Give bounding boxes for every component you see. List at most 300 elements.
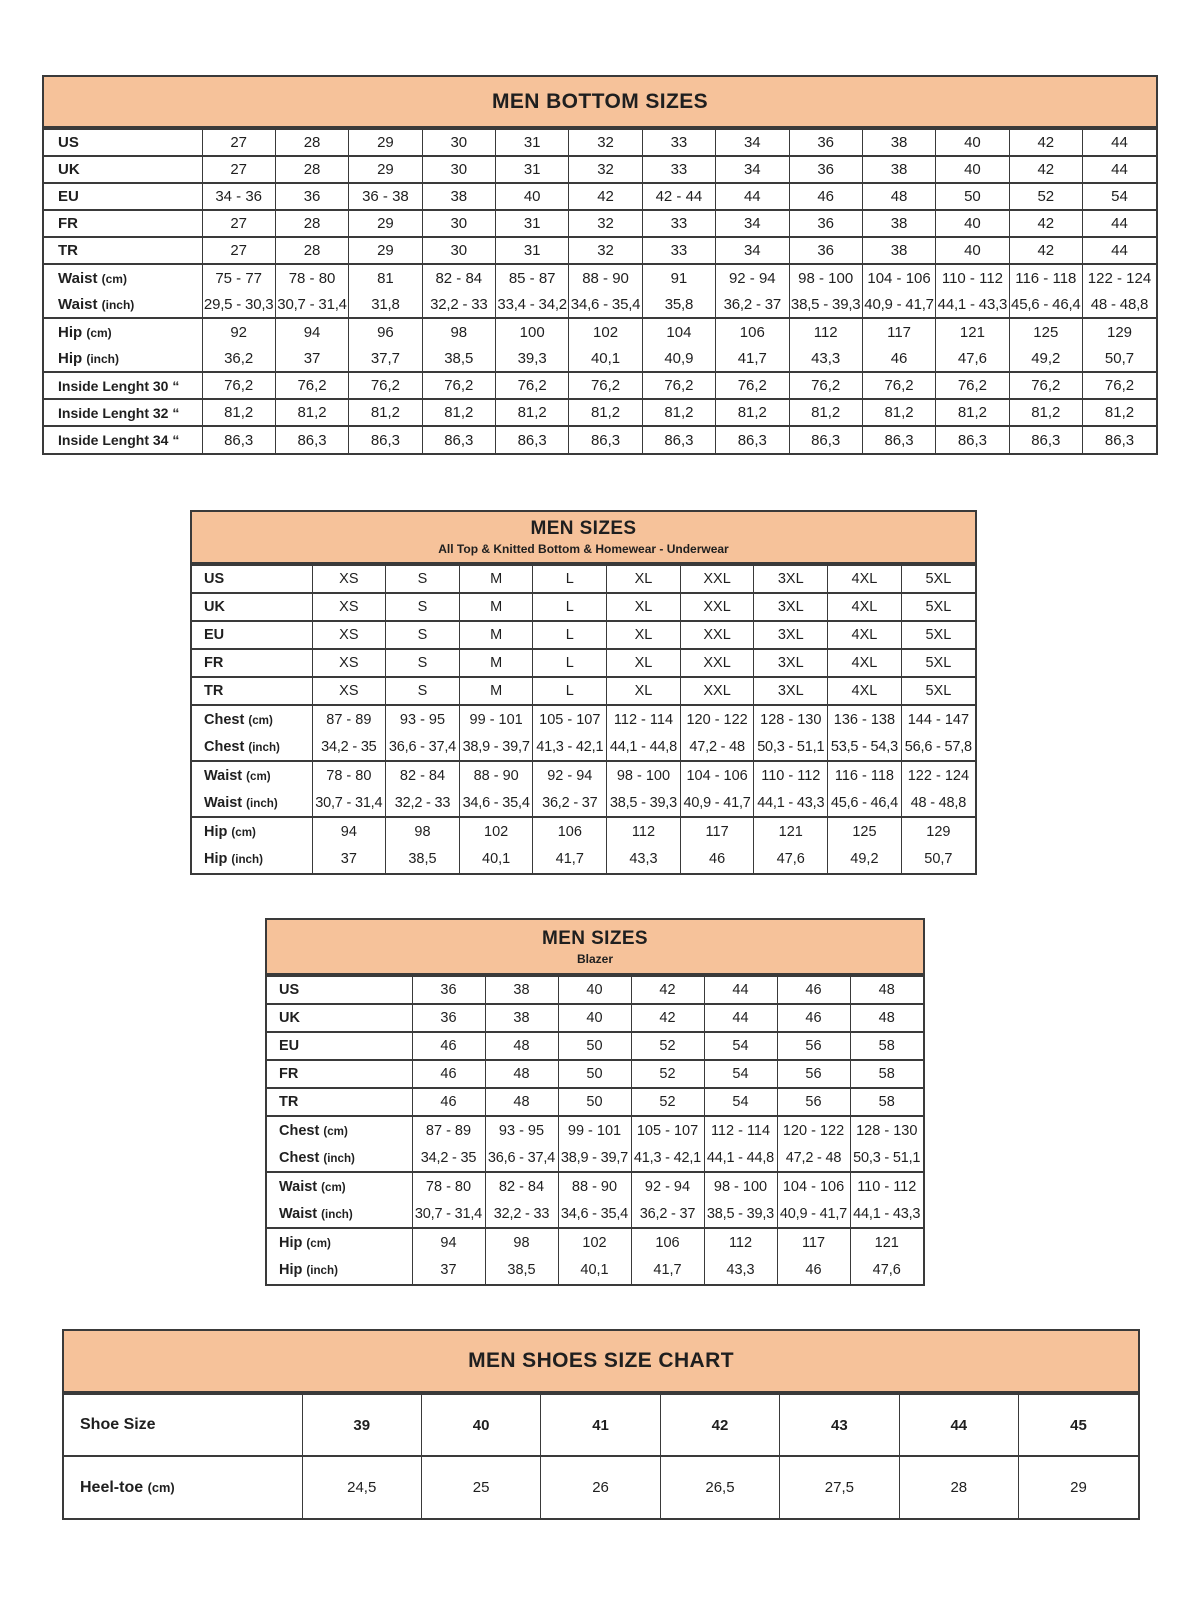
size-cell: 34: [716, 237, 789, 264]
size-cell: 52: [631, 1032, 704, 1060]
men-sizes-tops-grid: [192, 564, 975, 873]
size-cell: 43,3: [607, 845, 681, 873]
size-cell: 99 - 101: [459, 705, 533, 733]
size-cell: 50: [558, 1032, 631, 1060]
size-cell: 44,1 - 44,8: [607, 733, 681, 761]
size-cell: 4XL: [828, 621, 902, 649]
row-label-text: EU: [204, 627, 225, 643]
size-cell: 76,2: [789, 372, 862, 399]
size-cell: 34: [716, 210, 789, 237]
row-label: [267, 1256, 412, 1284]
size-cell: 86,3: [422, 426, 495, 453]
size-cell: 44,1 - 43,3: [754, 789, 828, 817]
size-cell: 92 - 94: [631, 1172, 704, 1200]
size-cell: 42: [1009, 156, 1082, 183]
size-cell: 36,2 - 37: [631, 1200, 704, 1228]
row-label-unit: (cm): [231, 825, 256, 839]
size-cell: 5XL: [901, 649, 975, 677]
size-cell: M: [459, 649, 533, 677]
table-row: [267, 976, 923, 1004]
size-cell: 34: [716, 129, 789, 156]
size-cell: 105 - 107: [533, 705, 607, 733]
table-row: [267, 1004, 923, 1032]
size-cell: 28: [275, 210, 348, 237]
row-label: [267, 1228, 412, 1256]
size-cell: 48 - 48,8: [901, 789, 975, 817]
table-body: [192, 564, 975, 873]
size-cell: XL: [607, 565, 681, 593]
size-cell: 46: [777, 1004, 850, 1032]
table-row: [267, 1144, 923, 1172]
row-label-unit: (cm): [306, 1236, 331, 1250]
size-cell: 50: [558, 1088, 631, 1116]
size-cell: 38,9 - 39,7: [558, 1144, 631, 1172]
row-label-text: Inside Lenght 30 “: [58, 377, 180, 394]
row-label-text: Waist: [279, 1178, 318, 1195]
table-row: [267, 1228, 923, 1256]
row-label: [44, 345, 202, 372]
table-row: [44, 399, 1156, 426]
size-cell: 46: [777, 976, 850, 1004]
size-cell: 36: [412, 976, 485, 1004]
size-cell: M: [459, 677, 533, 705]
size-cell: 46: [412, 1032, 485, 1060]
size-cell: XL: [607, 649, 681, 677]
size-cell: 39,3: [496, 345, 569, 372]
row-label-unit: (inch): [321, 1207, 353, 1221]
size-cell: 40: [558, 976, 631, 1004]
row-label-text: UK: [204, 599, 225, 615]
row-label: [44, 318, 202, 345]
table-row: [44, 156, 1156, 183]
size-cell: 92 - 94: [716, 264, 789, 291]
table-body: [64, 1393, 1138, 1518]
row-label: [192, 593, 312, 621]
size-cell: 31,8: [349, 291, 422, 318]
size-cell: L: [533, 621, 607, 649]
size-cell: 46: [777, 1256, 850, 1284]
size-cell: 5XL: [901, 565, 975, 593]
size-cell: 4XL: [828, 677, 902, 705]
size-cell: 38: [862, 129, 935, 156]
table-row: [192, 817, 975, 845]
size-cell: 47,2 - 48: [680, 733, 754, 761]
size-cell: 34,6 - 35,4: [459, 789, 533, 817]
size-cell: 46: [412, 1060, 485, 1088]
row-label-text: FR: [279, 1066, 299, 1082]
size-cell: 100: [496, 318, 569, 345]
size-cell: 39: [302, 1394, 421, 1456]
size-cell: 122 - 124: [901, 761, 975, 789]
size-cell: 34,6 - 35,4: [558, 1200, 631, 1228]
size-cell: 102: [558, 1228, 631, 1256]
size-cell: 36: [275, 183, 348, 210]
size-cell: 40: [558, 1004, 631, 1032]
row-label: [192, 761, 312, 789]
row-label-text: Chest: [279, 1149, 320, 1166]
size-cell: 31: [496, 237, 569, 264]
size-cell: 144 - 147: [901, 705, 975, 733]
row-label-unit: (inch): [306, 1264, 338, 1277]
size-cell: 40: [936, 210, 1009, 237]
row-label: [267, 976, 412, 1004]
row-label-text: Hip: [204, 851, 228, 867]
size-cell: 76,2: [862, 372, 935, 399]
row-label: [64, 1394, 302, 1456]
size-cell: 40,9: [642, 345, 715, 372]
size-cell: 36 - 38: [349, 183, 422, 210]
row-label: [267, 1144, 412, 1172]
size-cell: 34,2 - 35: [412, 1144, 485, 1172]
size-cell: 129: [901, 817, 975, 845]
size-cell: 98 - 100: [789, 264, 862, 291]
table-header: [267, 920, 923, 975]
row-label-text: Hip: [204, 823, 228, 840]
men-shoes-table: [62, 1329, 1140, 1520]
size-cell: 3XL: [754, 649, 828, 677]
table-row: [44, 426, 1156, 453]
size-cell: 76,2: [275, 372, 348, 399]
row-label: [267, 1088, 412, 1116]
size-cell: 81,2: [569, 399, 642, 426]
row-label-unit: (cm): [246, 769, 271, 783]
size-cell: 40,1: [569, 345, 642, 372]
size-cell: 30,7 - 31,4: [312, 789, 386, 817]
size-cell: 88 - 90: [558, 1172, 631, 1200]
size-cell: 38,5 - 39,3: [607, 789, 681, 817]
size-cell: 93 - 95: [386, 705, 460, 733]
size-cell: 86,3: [716, 426, 789, 453]
row-label-unit: (cm): [321, 1180, 346, 1194]
size-cell: 106: [533, 817, 607, 845]
size-cell: 94: [312, 817, 386, 845]
size-cell: 85 - 87: [496, 264, 569, 291]
size-cell: 40,1: [558, 1256, 631, 1284]
table-row: [192, 705, 975, 733]
size-cell: XL: [607, 593, 681, 621]
row-label-unit: (inch): [323, 1151, 355, 1165]
size-cell: 40: [936, 129, 1009, 156]
row-label: [44, 264, 202, 291]
size-cell: 102: [569, 318, 642, 345]
size-cell: 112 - 114: [704, 1116, 777, 1144]
size-cell: 30: [422, 237, 495, 264]
size-cell: 29,5 - 30,3: [202, 291, 275, 318]
size-cell: 30,7 - 31,4: [412, 1200, 485, 1228]
size-cell: 43: [780, 1394, 899, 1456]
row-label-text: Hip: [279, 1262, 303, 1278]
size-cell: 128 - 130: [754, 705, 828, 733]
size-cell: 44: [704, 1004, 777, 1032]
row-label: [44, 426, 202, 453]
table-row: [44, 291, 1156, 318]
size-cell: 45: [1019, 1394, 1138, 1456]
men-sizes-blazer-grid: [267, 975, 923, 1284]
table-row: [267, 1060, 923, 1088]
size-cell: 86,3: [1009, 426, 1082, 453]
size-cell: 32: [569, 237, 642, 264]
size-cell: 86,3: [202, 426, 275, 453]
men-sizes-blazer-table: [265, 918, 925, 1286]
row-label: [192, 733, 312, 761]
size-cell: 44: [1083, 237, 1157, 264]
table-row: [44, 183, 1156, 210]
size-cell: 76,2: [349, 372, 422, 399]
size-cell: 81,2: [789, 399, 862, 426]
table-title: MEN SIZES: [530, 518, 637, 539]
size-cell: 54: [704, 1088, 777, 1116]
size-cell: 76,2: [1009, 372, 1082, 399]
row-label-unit: (inch): [101, 297, 135, 312]
table-body: [267, 975, 923, 1284]
size-cell: 116 - 118: [828, 761, 902, 789]
size-cell: 104 - 106: [680, 761, 754, 789]
size-cell: 44: [716, 183, 789, 210]
row-label-text: FR: [58, 215, 78, 232]
size-cell: 121: [936, 318, 1009, 345]
row-label-unit: (cm): [101, 271, 127, 286]
size-cell: 36,6 - 37,4: [485, 1144, 558, 1172]
size-cell: 38: [422, 183, 495, 210]
size-cell: 44,1 - 43,3: [936, 291, 1009, 318]
row-label-text: TR: [58, 242, 78, 259]
table-row: [192, 761, 975, 789]
size-cell: 40: [421, 1394, 540, 1456]
row-label-text: Hip: [279, 1234, 303, 1251]
size-cell: 40,9 - 41,7: [862, 291, 935, 318]
size-cell: 76,2: [936, 372, 1009, 399]
size-cell: 38,5 - 39,3: [704, 1200, 777, 1228]
size-cell: 33: [642, 156, 715, 183]
size-cell: 45,6 - 46,4: [1009, 291, 1082, 318]
size-cell: S: [386, 621, 460, 649]
size-cell: 87 - 89: [412, 1116, 485, 1144]
size-cell: 120 - 122: [777, 1116, 850, 1144]
size-cell: 40: [496, 183, 569, 210]
table-row: [44, 264, 1156, 291]
size-cell: 99 - 101: [558, 1116, 631, 1144]
row-label: [44, 237, 202, 264]
row-label-unit: (cm): [86, 325, 112, 340]
size-cell: 38: [862, 237, 935, 264]
table-row: [192, 789, 975, 817]
size-cell: 52: [1009, 183, 1082, 210]
size-cell: 93 - 95: [485, 1116, 558, 1144]
size-cell: 112: [607, 817, 681, 845]
size-cell: M: [459, 593, 533, 621]
size-cell: L: [533, 593, 607, 621]
size-cell: 121: [754, 817, 828, 845]
size-cell: 47,6: [754, 845, 828, 873]
size-cell: 110 - 112: [850, 1172, 923, 1200]
size-cell: 88 - 90: [459, 761, 533, 789]
size-cell: 33: [642, 237, 715, 264]
size-cell: 96: [349, 318, 422, 345]
row-label-text: US: [279, 982, 300, 998]
size-cell: 27: [202, 156, 275, 183]
size-cell: 25: [421, 1456, 540, 1518]
size-cell: 38: [485, 976, 558, 1004]
row-label-text: Hip: [58, 349, 83, 367]
size-cell: 30: [422, 129, 495, 156]
size-cell: 98: [485, 1228, 558, 1256]
row-label-text: Chest: [204, 738, 245, 755]
size-cell: 106: [716, 318, 789, 345]
size-cell: 44: [704, 976, 777, 1004]
size-cell: 32,2 - 33: [485, 1200, 558, 1228]
size-cell: 116 - 118: [1009, 264, 1082, 291]
size-cell: 41,7: [631, 1256, 704, 1284]
size-cell: 35,8: [642, 291, 715, 318]
size-cell: 36: [789, 210, 862, 237]
size-cell: 32,2 - 33: [422, 291, 495, 318]
size-cell: 50: [936, 183, 1009, 210]
size-cell: S: [386, 593, 460, 621]
size-cell: 42: [631, 976, 704, 1004]
size-cell: 40,9 - 41,7: [777, 1200, 850, 1228]
size-cell: 91: [642, 264, 715, 291]
size-cell: 44: [1083, 156, 1157, 183]
size-cell: 81,2: [349, 399, 422, 426]
size-cell: 78 - 80: [275, 264, 348, 291]
size-cell: 28: [275, 237, 348, 264]
size-cell: XXL: [680, 621, 754, 649]
size-cell: 88 - 90: [569, 264, 642, 291]
size-cell: 46: [412, 1088, 485, 1116]
size-cell: 87 - 89: [312, 705, 386, 733]
size-cell: 41,7: [533, 845, 607, 873]
size-cell: 105 - 107: [631, 1116, 704, 1144]
size-cell: 86,3: [789, 426, 862, 453]
table-row: [44, 129, 1156, 156]
size-cell: 32: [569, 156, 642, 183]
men-shoes-size-chart-grid: [64, 1393, 1138, 1518]
row-label-text: Chest: [279, 1122, 320, 1139]
size-cell: 31: [496, 129, 569, 156]
size-cell: 29: [349, 129, 422, 156]
size-cell: 112: [789, 318, 862, 345]
size-cell: 42 - 44: [642, 183, 715, 210]
table-row: [192, 845, 975, 873]
size-cell: 29: [349, 210, 422, 237]
table-row: [64, 1394, 1138, 1456]
men-sizes-tops-table: [190, 510, 977, 875]
row-label-unit: (inch): [246, 796, 278, 810]
men-bottom-sizes-table: [42, 75, 1158, 455]
table-subtitle: All Top & Knitted Bottom & Homewear - Underwear: [438, 542, 729, 556]
size-cell: XXL: [680, 649, 754, 677]
table-row: [192, 649, 975, 677]
size-cell: 86,3: [349, 426, 422, 453]
row-label-unit: (inch): [86, 351, 120, 366]
row-label-text: Hip: [58, 323, 83, 341]
size-cell: 44: [1083, 210, 1157, 237]
size-cell: 98: [386, 817, 460, 845]
size-cell: 27: [202, 210, 275, 237]
size-cell: 36,2: [202, 345, 275, 372]
table-row: [267, 1172, 923, 1200]
row-label: [267, 1116, 412, 1144]
size-cell: 37: [412, 1256, 485, 1284]
size-cell: 92 - 94: [533, 761, 607, 789]
size-cell: 44,1 - 44,8: [704, 1144, 777, 1172]
row-label-text: Waist: [58, 295, 98, 313]
size-cell: 125: [828, 817, 902, 845]
row-label-text: TR: [279, 1094, 299, 1110]
size-cell: 102: [459, 817, 533, 845]
size-cell: 81,2: [642, 399, 715, 426]
size-cell: 33: [642, 210, 715, 237]
row-label-text: Inside Lenght 34 “: [58, 432, 180, 448]
row-label: [192, 649, 312, 677]
size-cell: XS: [312, 565, 386, 593]
size-cell: 81,2: [275, 399, 348, 426]
size-cell: 28: [275, 156, 348, 183]
row-label-text: Waist: [204, 767, 243, 784]
row-label: [44, 372, 202, 399]
size-cell: XS: [312, 593, 386, 621]
size-cell: 44: [1083, 129, 1157, 156]
size-cell: 94: [275, 318, 348, 345]
size-cell: M: [459, 565, 533, 593]
size-cell: 43,3: [704, 1256, 777, 1284]
size-cell: 31: [496, 156, 569, 183]
size-cell: 81,2: [496, 399, 569, 426]
size-cell: 34: [716, 156, 789, 183]
size-cell: 27: [202, 129, 275, 156]
size-cell: 29: [1019, 1456, 1138, 1518]
table-row: [44, 345, 1156, 372]
size-cell: 92: [202, 318, 275, 345]
table-row: [44, 318, 1156, 345]
size-cell: 42: [660, 1394, 779, 1456]
size-cell: 50,3 - 51,1: [850, 1144, 923, 1172]
size-cell: 47,6: [936, 345, 1009, 372]
size-cell: 34,6 - 35,4: [569, 291, 642, 318]
size-cell: 37: [312, 845, 386, 873]
table-row: [267, 1032, 923, 1060]
row-label-text: UK: [279, 1010, 300, 1026]
size-cell: 40: [936, 237, 1009, 264]
size-cell: 56,6 - 57,8: [901, 733, 975, 761]
size-cell: 36: [789, 129, 862, 156]
row-label-unit: (inch): [248, 740, 280, 754]
size-cell: L: [533, 677, 607, 705]
table-row: [192, 593, 975, 621]
size-cell: L: [533, 649, 607, 677]
size-cell: 76,2: [422, 372, 495, 399]
size-cell: 117: [680, 817, 754, 845]
size-cell: 33,4 - 34,2: [496, 291, 569, 318]
size-cell: 38: [862, 156, 935, 183]
row-label: [44, 399, 202, 426]
size-cell: 56: [777, 1088, 850, 1116]
size-cell: 128 - 130: [850, 1116, 923, 1144]
size-cell: 42: [1009, 210, 1082, 237]
size-cell: 47,2 - 48: [777, 1144, 850, 1172]
size-cell: 122 - 124: [1083, 264, 1157, 291]
size-cell: 30: [422, 210, 495, 237]
size-cell: 5XL: [901, 593, 975, 621]
size-cell: 36: [412, 1004, 485, 1032]
size-cell: 48: [485, 1060, 558, 1088]
size-cell: 81,2: [1009, 399, 1082, 426]
size-cell: 50,3 - 51,1: [754, 733, 828, 761]
row-label: [192, 677, 312, 705]
table-row: [192, 733, 975, 761]
row-label-text: US: [58, 134, 79, 151]
table-title: MEN SIZES: [541, 927, 648, 949]
